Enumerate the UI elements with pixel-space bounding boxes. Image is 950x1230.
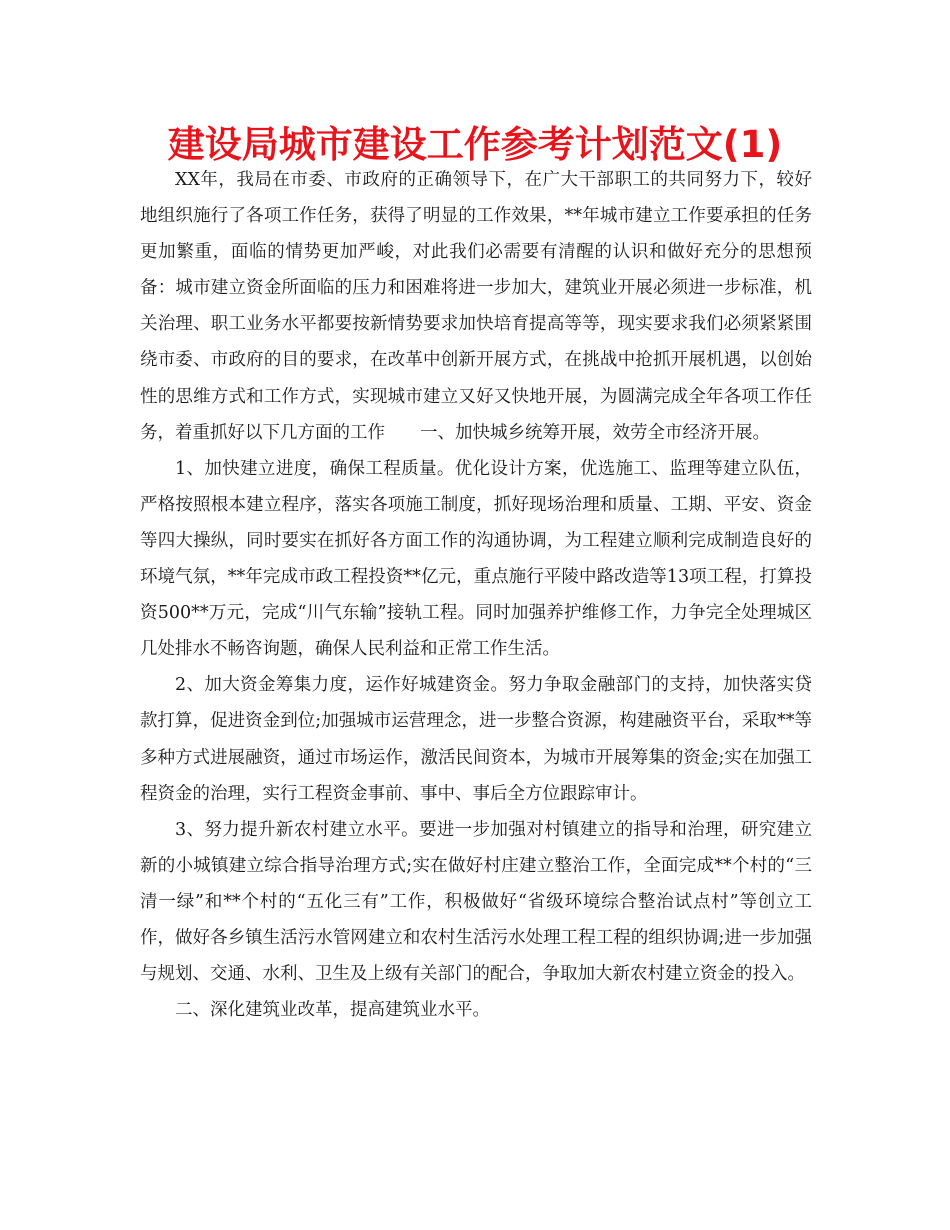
paragraph: 二、深化建筑业改革，提高建筑业水平。	[175, 1000, 490, 1021]
document-title: 建设局城市建设工作参考计划范文(1)	[167, 123, 783, 166]
paragraph: 3、努力提升新农村建立水平。要进一步加强对村镇建立的指导和治理，研究建立新的小城镇建立综合指导治理方式;实在做好村庄建立整治工作，全面完成**个村的“三清一绿”和**个村的“五化三有”工作，积极做好“省级环境综合整治试点村”等创立工作，做好各乡镇生活污水管网建立和农村生活污水处理工程工程的组织协调;进一步加强与规划、交通、水利、卫生及上级有关部门的配合，争取加大新农村建立资金的投入。	[140, 819, 812, 985]
document-body	[140, 162, 812, 1028]
paragraph: XX年，我局在市委、市政府的正确领导下，在广大干部职工的共同努力下，较好地组织施行了各项工作任务，获得了明显的工作效果，**年城市建立工作要承担的任务更加繁重，面临的情势更加严峻，对此我们必需要有清醒的认识和做好充分的思想预备：城市建立资金所面临的压力和困难将进一步加大，建筑业开展必须进一步标准，机关治理、职工业务水平都要按新情势要求加快培育提高等等，现实要求我们必须紧紧围绕市委、市政府的目的要求，在改革中创新开展方式，在挑战中抢抓开展机遇，以创始性的思维方式和工作方式，实现城市建立又好又快地开展，为圆满完成全年各项工作任务，着重抓好以下几方面的工作 一、加快城乡统筹开展，效劳全市经济开展。	[140, 170, 812, 443]
paragraph: 1、加快建立进度，确保工程质量。优化设计方案，优选施工、监理等建立队伍，严格按照根本建立程序，落实各项施工制度，抓好现场治理和质量、工期、平安、资金等四大操纵，同时要实在抓好各方面工作的沟通协调，为工程建立顺利完成制造良好的环境气氛，**年完成市政工程投资**亿元，重点施行平陵中路改造等13项工程，打算投资500**万元，完成“川气东输”接轨工程。同时加强养护维修工作，力争完全处理城区几处排水不畅咨询题，确保人民利益和正常工作生活。	[140, 458, 812, 660]
paragraph: 2、加大资金筹集力度，运作好城建资金。努力争取金融部门的支持，加快落实贷款打算，促进资金到位;加强城市运营理念，进一步整合资源，构建融资平台，采取**等多种方式进展融资，通过市场运作，激活民间资本，为城市开展筹集的资金;实在加强工程资金的治理，实行工程资金事前、事中、事后全方位跟踪审计。	[140, 675, 812, 804]
